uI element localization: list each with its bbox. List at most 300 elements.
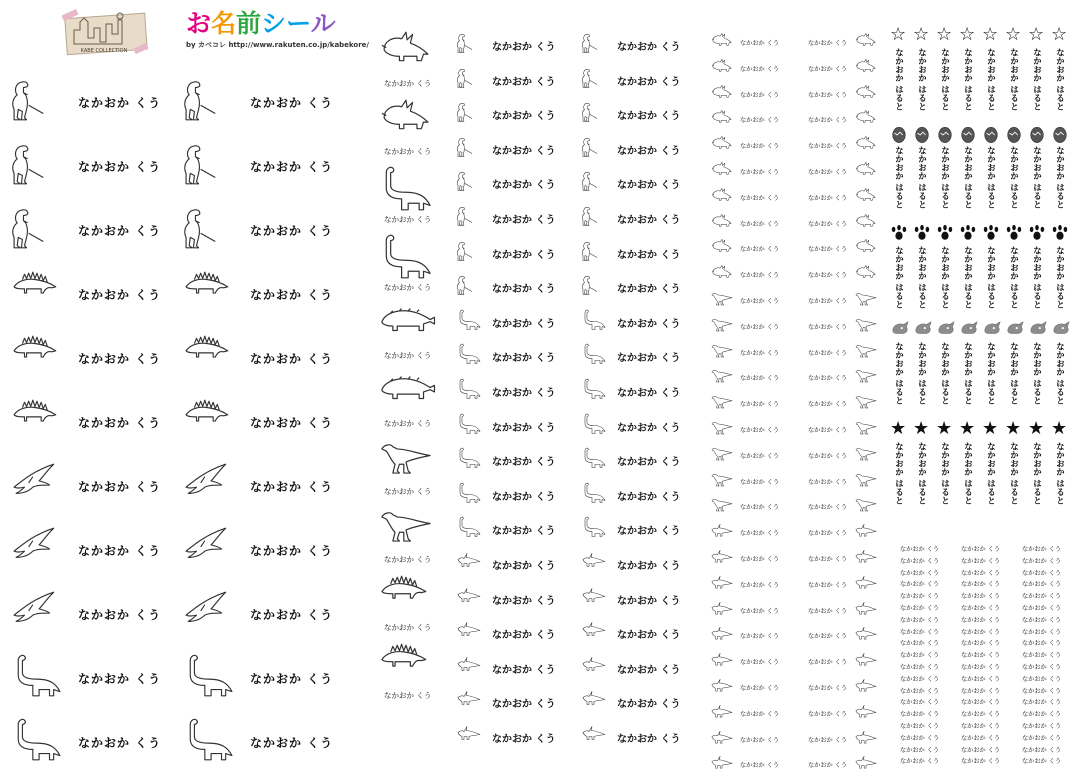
name-label: なかおか くう xyxy=(492,353,556,365)
brachio-dinosaur-illustration xyxy=(582,411,606,437)
name-label: なかおか くう xyxy=(740,91,780,99)
name-label: なかおか くう xyxy=(492,42,556,53)
name-label: なかおか くう xyxy=(1022,664,1062,671)
name-label: なかおか くう xyxy=(617,734,681,745)
paraso-dinosaur-illustration xyxy=(855,702,877,724)
dinosaur-head-icon xyxy=(1028,320,1048,338)
name-label: なかおか くう xyxy=(1022,758,1062,766)
trike-dinosaur-illustration xyxy=(855,108,877,130)
brachio-dinosaur-illustration xyxy=(582,480,606,506)
name-label: なかおか くう xyxy=(900,711,940,719)
name-label: なかおか くう xyxy=(250,352,334,366)
brachio-dinosaur-illustration xyxy=(374,166,438,212)
name-label: なかおか くう xyxy=(1022,711,1062,719)
paraso-dinosaur-illustration xyxy=(855,650,877,672)
dinosaur-egg-icon xyxy=(1005,124,1023,144)
trex-dinosaur-illustration xyxy=(457,272,481,298)
trex-dinosaur-illustration xyxy=(457,30,481,56)
vertical-name-label: なかおか はると xyxy=(893,246,904,309)
name-label: なかおか くう xyxy=(740,659,780,667)
trike-dinosaur-illustration xyxy=(855,31,877,53)
raptor-dinosaur-illustration xyxy=(374,438,438,484)
paraso-dinosaur-illustration xyxy=(855,753,877,775)
name-label: なかおか くう xyxy=(617,699,681,711)
name-label: なかおか くう xyxy=(250,96,334,110)
brachio-dinosaur-illustration xyxy=(184,648,234,704)
vertical-name-label: なかおか はると xyxy=(916,442,927,505)
stego-dinosaur-illustration xyxy=(12,264,62,320)
name-label: なかおか くう xyxy=(1022,640,1062,648)
name-label: なかおか くう xyxy=(808,762,848,770)
name-label: なかおか くう xyxy=(740,710,780,718)
name-label: なかおか くう xyxy=(740,581,780,589)
dinosaur-egg-icon xyxy=(1051,124,1069,144)
trike-dinosaur-illustration xyxy=(711,57,733,79)
name-label: なかおか くう xyxy=(740,323,780,331)
name-label: なかおか くう xyxy=(808,349,848,357)
trex-dinosaur-illustration xyxy=(582,203,606,229)
trike-dinosaur-illustration xyxy=(855,57,877,79)
name-label: なかおか くう xyxy=(900,723,940,730)
paraso-dinosaur-illustration xyxy=(855,599,877,621)
name-label: なかおか くう xyxy=(78,224,162,238)
trike-dinosaur-illustration xyxy=(711,237,733,259)
dinosaur-head-icon xyxy=(982,320,1002,338)
name-label: なかおか くう xyxy=(961,546,1001,553)
name-label: なかおか くう xyxy=(250,288,334,302)
star-outline-icon: ☆ xyxy=(1028,24,1045,45)
paraso-dinosaur-illustration xyxy=(711,702,733,724)
name-label: なかおか くう xyxy=(617,422,681,434)
name-label: なかおか くう xyxy=(808,401,848,409)
brachio-dinosaur-illustration xyxy=(457,480,481,506)
raptor-dinosaur-illustration xyxy=(711,444,733,466)
paraso-dinosaur-illustration xyxy=(711,521,733,543)
name-label: なかおか くう xyxy=(808,736,848,744)
name-label: なかおか くう xyxy=(740,40,780,47)
name-label: なかおか くう xyxy=(492,249,556,261)
dinosaur-egg-icon xyxy=(890,124,908,144)
trex-dinosaur-illustration xyxy=(457,168,481,194)
name-label: なかおか くう xyxy=(492,491,556,503)
trike-dinosaur-illustration xyxy=(855,237,877,259)
dinosaur-head-icon xyxy=(1005,320,1025,338)
name-label: なかおか くう xyxy=(617,111,681,123)
brachio-dinosaur-illustration xyxy=(457,307,481,333)
star-solid-icon: ★ xyxy=(890,418,907,439)
vertical-name-label: なかおか はると xyxy=(962,246,973,309)
name-label: なかおか くう xyxy=(492,561,556,572)
stego-dinosaur-illustration xyxy=(184,328,234,384)
vertical-name-label: なかおか はると xyxy=(893,146,904,209)
name-label: なかおか くう xyxy=(740,220,780,228)
paw-print-icon xyxy=(1028,224,1046,242)
raptor-dinosaur-illustration xyxy=(711,366,733,388)
paraso-dinosaur-illustration xyxy=(855,573,877,595)
name-label: なかおか くう xyxy=(78,608,162,622)
trex-dinosaur-illustration xyxy=(457,99,481,125)
name-label: なかおか くう xyxy=(961,734,1001,742)
dinosaur-head-icon xyxy=(890,320,910,338)
vertical-name-label: なかおか はると xyxy=(1031,246,1042,309)
name-label: なかおか くう xyxy=(808,452,848,460)
vertical-name-label: なかおか はると xyxy=(1054,342,1065,405)
name-label: なかおか くう xyxy=(492,318,556,330)
raptor-dinosaur-illustration xyxy=(374,506,438,552)
name-label: なかおか くう xyxy=(492,664,556,676)
name-label: なかおか くう xyxy=(250,160,334,174)
paraso-dinosaur-illustration xyxy=(711,547,733,569)
vertical-name-label: なかおか はると xyxy=(962,146,973,209)
paraso-dinosaur-illustration xyxy=(855,547,877,569)
name-label: なかおか くう xyxy=(617,215,681,226)
raptor-dinosaur-illustration xyxy=(855,418,877,440)
trex-dinosaur-illustration xyxy=(582,99,606,125)
name-label: なかおか くう xyxy=(384,419,432,428)
paraso-dinosaur-illustration xyxy=(457,653,481,679)
name-label: なかおか くう xyxy=(900,628,940,636)
raptor-dinosaur-illustration xyxy=(855,444,877,466)
paw-print-icon xyxy=(1005,224,1023,242)
name-label: なかおか くう xyxy=(384,487,432,496)
name-label: なかおか くう xyxy=(900,605,940,612)
star-solid-icon: ★ xyxy=(1051,418,1068,439)
name-label: なかおか くう xyxy=(617,249,681,261)
name-label: なかおか くう xyxy=(617,457,681,469)
trike-dinosaur-illustration xyxy=(711,160,733,182)
name-label: なかおか くう xyxy=(900,557,940,565)
raptor-dinosaur-illustration xyxy=(855,341,877,363)
name-label: なかおか くう xyxy=(78,288,162,302)
name-label: なかおか くう xyxy=(617,595,681,607)
name-label: なかおか くう xyxy=(961,593,1001,601)
vertical-name-label: なかおか はると xyxy=(1054,442,1065,505)
name-label: なかおか くう xyxy=(1022,734,1062,742)
trike-dinosaur-illustration xyxy=(855,263,877,285)
anky-dinosaur-illustration xyxy=(374,370,438,416)
paraso-dinosaur-illustration xyxy=(457,618,481,644)
paraso-dinosaur-illustration xyxy=(457,584,481,610)
dinosaur-egg-icon xyxy=(1028,124,1046,144)
title-char: ー xyxy=(286,9,311,38)
paraso-dinosaur-illustration xyxy=(855,676,877,698)
trex-dinosaur-illustration xyxy=(184,136,234,192)
name-label: なかおか くう xyxy=(78,480,162,494)
name-label: なかおか くう xyxy=(1022,557,1062,565)
raptor-dinosaur-illustration xyxy=(711,315,733,337)
vertical-name-label: なかおか はると xyxy=(916,146,927,209)
paraso-dinosaur-illustration xyxy=(855,521,877,543)
paraso-dinosaur-illustration xyxy=(582,584,606,610)
trike-dinosaur-illustration xyxy=(855,160,877,182)
name-label: なかおか くう xyxy=(740,117,780,125)
paraso-dinosaur-illustration xyxy=(582,653,606,679)
name-label: なかおか くう xyxy=(961,616,1001,624)
name-label: なかおか くう xyxy=(78,160,162,174)
star-outline-icon: ☆ xyxy=(1005,24,1022,45)
title-char: 前 xyxy=(236,9,262,38)
trex-dinosaur-illustration xyxy=(582,30,606,56)
name-label: なかおか くう xyxy=(740,272,780,280)
brachio-dinosaur-illustration xyxy=(374,234,438,280)
name-label: なかおか くう xyxy=(250,608,334,622)
name-label: なかおか くう xyxy=(78,96,162,110)
trike-dinosaur-illustration xyxy=(374,98,438,144)
name-label: なかおか くう xyxy=(961,581,1001,589)
name-label: なかおか くう xyxy=(492,284,556,296)
name-label: なかおか くう xyxy=(492,76,556,88)
raptor-dinosaur-illustration xyxy=(711,341,733,363)
name-label: なかおか くう xyxy=(1022,628,1062,636)
name-label: なかおか くう xyxy=(617,318,681,330)
name-label: なかおか くう xyxy=(740,633,780,641)
name-label: なかおか くう xyxy=(492,422,556,434)
name-label: なかおか くう xyxy=(1022,546,1062,553)
name-label: なかおか くう xyxy=(808,478,848,486)
name-label: なかおか くう xyxy=(1022,723,1062,730)
trex-dinosaur-illustration xyxy=(457,134,481,160)
name-label: なかおか くう xyxy=(961,687,1001,695)
title-char: シ xyxy=(261,9,287,38)
name-label: なかおか くう xyxy=(740,736,780,744)
name-label: なかおか くう xyxy=(961,628,1001,636)
vertical-name-label: なかおか はると xyxy=(985,246,996,309)
star-solid-icon: ★ xyxy=(913,418,930,439)
name-label: なかおか くう xyxy=(740,452,780,460)
paraso-dinosaur-illustration xyxy=(457,549,481,575)
stego-dinosaur-illustration xyxy=(12,328,62,384)
name-label: なかおか くう xyxy=(808,169,848,176)
star-outline-icon: ☆ xyxy=(1051,24,1068,45)
dinosaur-head-icon xyxy=(913,320,933,338)
trex-dinosaur-illustration xyxy=(184,200,234,256)
name-label: なかおか くう xyxy=(492,457,556,469)
vertical-name-label: なかおか はると xyxy=(1008,146,1019,209)
name-label: なかおか くう xyxy=(492,699,556,711)
name-label: なかおか くう xyxy=(384,691,432,700)
vertical-name-label: なかおか はると xyxy=(1008,442,1019,505)
name-label: なかおか くう xyxy=(808,143,848,151)
name-label: なかおか くう xyxy=(900,569,940,577)
paraso-dinosaur-illustration xyxy=(457,687,481,713)
trex-dinosaur-illustration xyxy=(582,238,606,264)
name-label: なかおか くう xyxy=(900,546,940,553)
name-label: なかおか くう xyxy=(808,581,848,589)
vertical-name-label: なかおか はると xyxy=(939,48,950,111)
name-label: なかおか くう xyxy=(961,640,1001,648)
name-label: なかおか くう xyxy=(78,416,162,430)
name-label: なかおか くう xyxy=(1022,746,1062,754)
brachio-dinosaur-illustration xyxy=(12,712,62,768)
name-label: なかおか くう xyxy=(492,526,556,538)
trex-dinosaur-illustration xyxy=(457,238,481,264)
page-subtitle: by カベコレ http://www.rakuten.co.jp/kabekore/ xyxy=(186,41,369,49)
name-label: なかおか くう xyxy=(1022,616,1062,624)
vertical-name-label: なかおか はると xyxy=(985,342,996,405)
brachio-dinosaur-illustration xyxy=(582,514,606,540)
name-label: なかおか くう xyxy=(740,607,780,615)
vertical-name-label: なかおか はると xyxy=(939,342,950,405)
name-label: なかおか くう xyxy=(900,640,940,648)
vertical-name-label: なかおか はると xyxy=(1008,246,1019,309)
brachio-dinosaur-illustration xyxy=(457,341,481,367)
title-char: お xyxy=(186,9,212,38)
name-label: なかおか くう xyxy=(78,672,162,686)
vertical-name-label: なかおか はると xyxy=(916,246,927,309)
page-title xyxy=(186,4,336,40)
name-label: なかおか くう xyxy=(250,416,334,430)
name-label: なかおか くう xyxy=(492,215,556,226)
name-label: なかおか くう xyxy=(900,758,940,766)
brachio-dinosaur-illustration xyxy=(457,376,481,402)
trex-dinosaur-illustration xyxy=(582,134,606,160)
name-label: なかおか くう xyxy=(740,556,780,563)
vertical-name-label: なかおか はると xyxy=(1031,146,1042,209)
name-label: なかおか くう xyxy=(617,664,681,676)
name-label: なかおか くう xyxy=(961,746,1001,754)
name-label: なかおか くう xyxy=(961,758,1001,766)
dinosaur-head-icon xyxy=(1051,320,1071,338)
name-label: なかおか くう xyxy=(961,652,1001,660)
name-label: なかおか くう xyxy=(740,169,780,176)
vertical-name-label: なかおか はると xyxy=(1054,48,1065,111)
vertical-name-label: なかおか はると xyxy=(916,48,927,111)
dinosaur-egg-icon xyxy=(913,124,931,144)
name-label: なかおか くう xyxy=(808,65,848,73)
name-label: なかおか くう xyxy=(740,194,780,202)
logo-text: KABE COLLECTION xyxy=(80,48,128,54)
ptero-dinosaur-illustration xyxy=(184,520,234,576)
name-label: なかおか くう xyxy=(492,388,556,399)
name-label: なかおか くう xyxy=(1022,652,1062,660)
trex-dinosaur-illustration xyxy=(582,168,606,194)
name-label: なかおか くう xyxy=(78,352,162,366)
dinosaur-head-icon xyxy=(936,320,956,338)
name-label: なかおか くう xyxy=(740,349,780,357)
name-label: なかおか くう xyxy=(961,723,1001,730)
name-label: なかおか くう xyxy=(808,194,848,202)
vertical-name-label: なかおか はると xyxy=(1031,48,1042,111)
paraso-dinosaur-illustration xyxy=(711,676,733,698)
name-label: なかおか くう xyxy=(961,675,1001,683)
name-label: なかおか くう xyxy=(740,530,780,538)
paw-print-icon xyxy=(959,224,977,242)
stego-dinosaur-illustration xyxy=(374,574,438,620)
name-label: なかおか くう xyxy=(808,556,848,563)
name-label: なかおか くう xyxy=(1022,605,1062,612)
brachio-dinosaur-illustration xyxy=(12,648,62,704)
name-label: なかおか くう xyxy=(250,672,334,686)
paraso-dinosaur-illustration xyxy=(711,753,733,775)
name-label: なかおか くう xyxy=(617,630,681,642)
name-label: なかおか くう xyxy=(740,65,780,73)
name-label: なかおか くう xyxy=(384,555,432,564)
vertical-name-label: なかおか はると xyxy=(893,342,904,405)
dinosaur-egg-icon xyxy=(982,124,1000,144)
name-label: なかおか くう xyxy=(250,480,334,494)
anky-dinosaur-illustration xyxy=(374,302,438,348)
trex-dinosaur-illustration xyxy=(582,272,606,298)
vertical-name-label: なかおか はると xyxy=(893,48,904,111)
dinosaur-egg-icon xyxy=(959,124,977,144)
vertical-name-label: なかおか はると xyxy=(962,442,973,505)
title-char: ル xyxy=(310,9,336,38)
vertical-name-label: なかおか はると xyxy=(962,48,973,111)
name-label: なかおか くう xyxy=(808,298,848,305)
vertical-name-label: なかおか はると xyxy=(1054,246,1065,309)
name-label: なかおか くう xyxy=(808,504,848,512)
name-label: なかおか くう xyxy=(740,375,780,383)
name-label: なかおか くう xyxy=(808,375,848,383)
name-label: なかおか くう xyxy=(384,283,432,292)
paw-print-icon xyxy=(890,224,908,242)
vertical-name-label: なかおか はると xyxy=(1031,342,1042,405)
name-label: なかおか くう xyxy=(961,569,1001,577)
trex-dinosaur-illustration xyxy=(457,65,481,91)
name-label: なかおか くう xyxy=(740,143,780,151)
name-label: なかおか くう xyxy=(384,215,432,224)
name-label: なかおか くう xyxy=(900,675,940,683)
stego-dinosaur-illustration xyxy=(184,392,234,448)
paraso-dinosaur-illustration xyxy=(582,722,606,748)
star-solid-icon: ★ xyxy=(1005,418,1022,439)
paraso-dinosaur-illustration xyxy=(457,722,481,748)
name-label: なかおか くう xyxy=(900,687,940,695)
name-label: なかおか くう xyxy=(808,272,848,280)
name-label: なかおか くう xyxy=(250,736,334,750)
name-label: なかおか くう xyxy=(1022,593,1062,601)
brachio-dinosaur-illustration xyxy=(582,341,606,367)
name-label: なかおか くう xyxy=(961,557,1001,565)
star-solid-icon: ★ xyxy=(936,418,953,439)
vertical-name-label: なかおか はると xyxy=(962,342,973,405)
trex-dinosaur-illustration xyxy=(12,200,62,256)
name-label: なかおか くう xyxy=(740,762,780,770)
name-label: なかおか くう xyxy=(808,40,848,47)
trex-dinosaur-illustration xyxy=(12,136,62,192)
paraso-dinosaur-illustration xyxy=(711,573,733,595)
name-label: なかおか くう xyxy=(492,111,556,123)
trex-dinosaur-illustration xyxy=(12,72,62,128)
name-label: なかおか くう xyxy=(740,504,780,512)
name-label: なかおか くう xyxy=(384,147,432,156)
vertical-name-label: なかおか はると xyxy=(1054,146,1065,209)
star-outline-icon: ☆ xyxy=(959,24,976,45)
name-label: なかおか くう xyxy=(740,401,780,409)
dinosaur-egg-icon xyxy=(936,124,954,144)
name-label: なかおか くう xyxy=(1022,569,1062,577)
name-label: なかおか くう xyxy=(961,664,1001,671)
name-label: なかおか くう xyxy=(808,427,848,434)
name-label: なかおか くう xyxy=(617,42,681,53)
name-label: なかおか くう xyxy=(492,180,556,192)
name-label: なかおか くう xyxy=(617,353,681,365)
stego-dinosaur-illustration xyxy=(184,264,234,320)
star-outline-icon: ☆ xyxy=(890,24,907,45)
ptero-dinosaur-illustration xyxy=(12,520,62,576)
name-label: なかおか くう xyxy=(617,180,681,192)
name-label: なかおか くう xyxy=(740,478,780,486)
brachio-dinosaur-illustration xyxy=(582,307,606,333)
vertical-name-label: なかおか はると xyxy=(939,246,950,309)
name-label: なかおか くう xyxy=(384,351,432,360)
trex-dinosaur-illustration xyxy=(582,65,606,91)
name-label: なかおか くう xyxy=(900,746,940,754)
raptor-dinosaur-illustration xyxy=(855,289,877,311)
trike-dinosaur-illustration xyxy=(711,263,733,285)
raptor-dinosaur-illustration xyxy=(711,495,733,517)
trike-dinosaur-illustration xyxy=(711,134,733,156)
